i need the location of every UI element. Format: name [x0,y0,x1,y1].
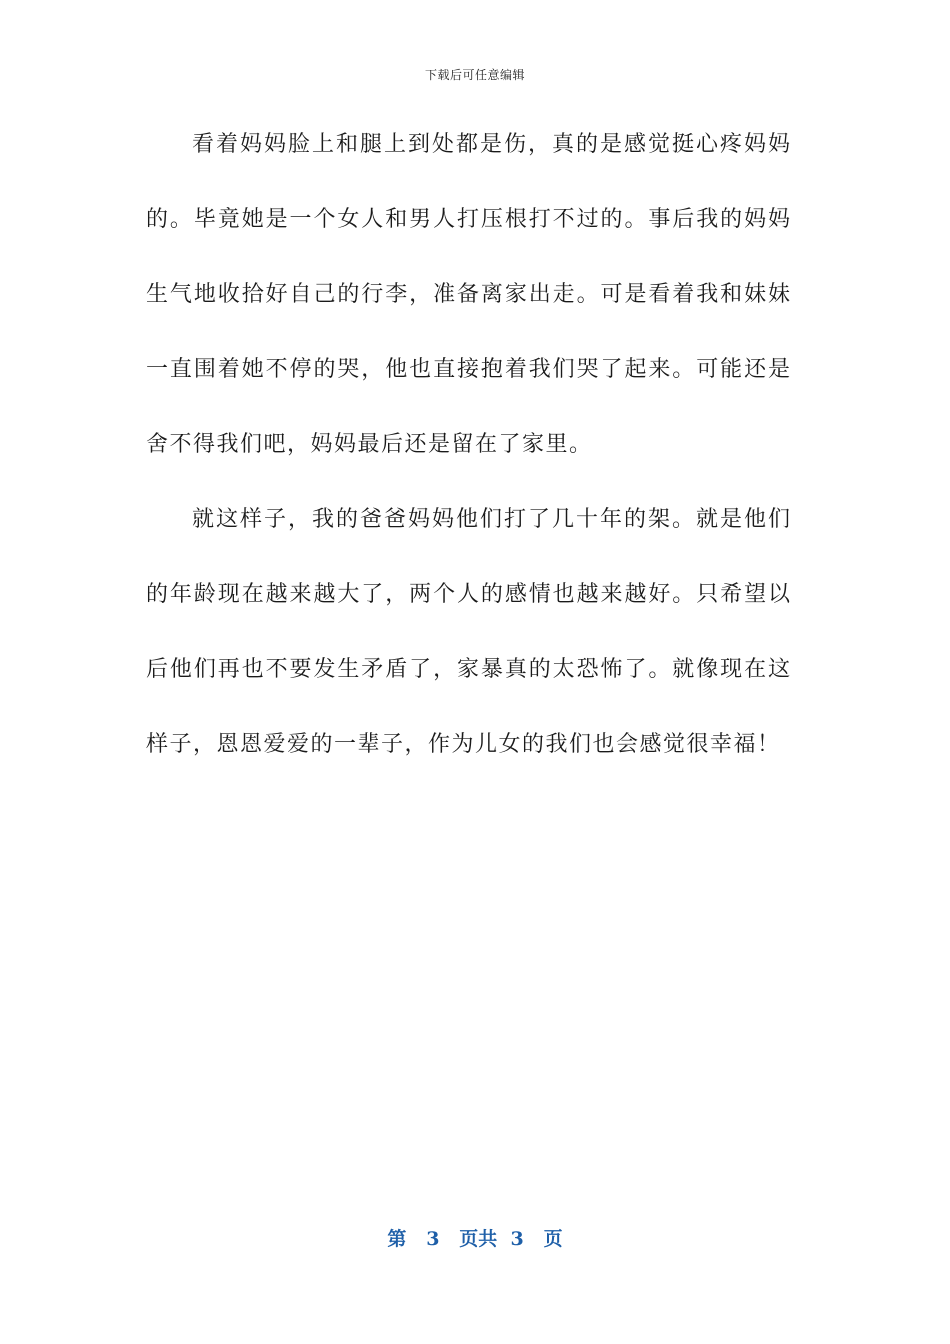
page-header: 下载后可任意编辑 [424,68,525,82]
paragraph-line: 看着妈妈脸上和腿上到处都是伤，真的是感觉挺心疼妈妈 [192,132,790,157]
total-page-number: 3 [510,1228,524,1250]
paragraph-line: 后他们再也不要发生矛盾了，家暴真的太恐怖了。就像现在这 [146,657,790,682]
page-footer [0,1224,950,1251]
paragraph-line: 的。毕竟她是一个女人和男人打压根打不过的。事后我的妈妈 [146,207,790,232]
footer-middle: 页共 [459,1228,498,1250]
paragraph-line: 生气地收拾好自己的行李，准备离家出走。可是看着我和妹妹 [146,282,790,307]
paragraph-line: 的年龄现在越来越大了，两个人的感情也越来越好。只希望以 [146,582,790,607]
paragraph-line: 一直围着她不停的哭，他也直接抱着我们哭了起来。可能还是 [146,357,790,382]
paragraph-1 [146,107,790,482]
paragraph-line: 舍不得我们吧，妈妈最后还是留在了家里。 [146,432,593,457]
footer-prefix: 第 [387,1228,407,1250]
paragraph-2 [146,482,790,782]
current-page-number: 3 [426,1228,440,1250]
footer-suffix: 页 [543,1228,563,1250]
paragraph-line: 样子，恩恩爱爱的一辈子，作为儿女的我们也会感觉很幸福！ [146,732,781,757]
document-body [146,107,790,782]
paragraph-line: 就这样子，我的爸爸妈妈他们打了几十年的架。就是他们 [192,507,790,532]
